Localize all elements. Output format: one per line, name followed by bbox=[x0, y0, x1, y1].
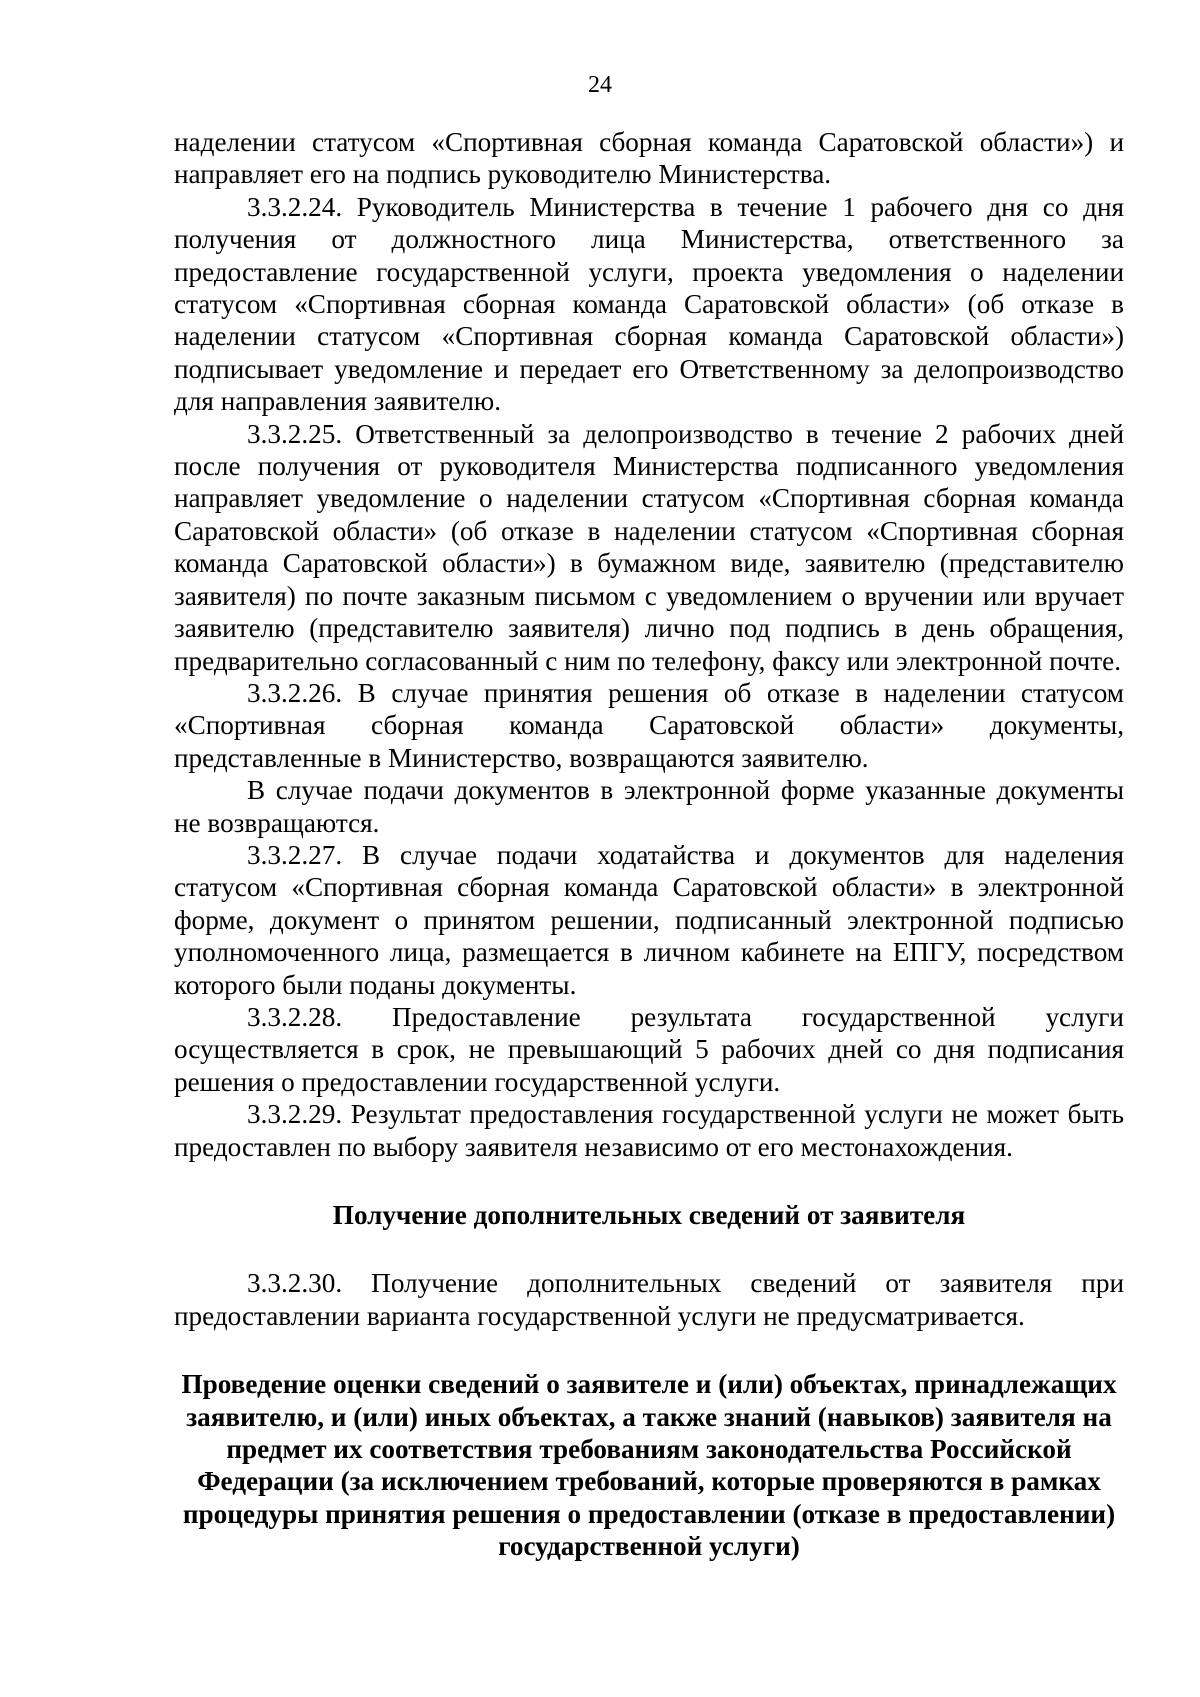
paragraph-3-3-2-30: 3.3.2.30. Получение дополнительных сведений от заявителя при предоставлении варианта государственной услуги не предусматривается. bbox=[174, 1268, 1124, 1331]
paragraph-continuation: наделении статусом «Спортивная сборная команда Саратовской области») и направляет его на подпись руководителю Министерства. bbox=[174, 127, 1124, 190]
section-heading-additional-info: Получение дополнительных сведений от заявителя bbox=[332, 1200, 966, 1230]
page-number: 24 bbox=[588, 72, 612, 98]
section-heading-assessment: Проведение оценки сведений о заявителе и (или) объектах, принадлежащих заявителю, и (или) иных объектах, а также знаний (навыков) заявителя на предмет их соответствия требованиям законодательства Российской Федерации (за исключением требований, которые проверяются в рамках процедуры принятия решения о предоставлении (отказе в предоставлении) государственной услуги) bbox=[181, 1369, 1117, 1562]
paragraph-3-3-2-27: 3.3.2.27. В случае подачи ходатайства и документов для наделения статусом «Спортивная сборная команда Саратовской области» в электронной форме, документ о принятом решении, подписанный электронной подписью уполномоченного лица, размещается в личном кабинете на ЕПГУ, посредством которого были поданы документы. bbox=[174, 839, 1124, 1000]
paragraph-electronic-form: В случае подачи документов в электронной форме указанные документы не возвращаются. bbox=[174, 775, 1124, 838]
paragraph-3-3-2-29: 3.3.2.29. Результат предоставления государственной услуги не может быть предоставлен по выбору заявителя независимо от его местонахождения. bbox=[174, 1099, 1124, 1162]
paragraph-3-3-2-28: 3.3.2.28. Предоставление результата государственной услуги осуществляется в срок, не превышающий 5 рабочих дней со дня подписания решения о предоставлении государственной услуги. bbox=[174, 1001, 1124, 1097]
document-body bbox=[174, 126, 1124, 1563]
paragraph-3-3-2-26: 3.3.2.26. В случае принятия решения об отказе в наделении статусом «Спортивная сборная команда Саратовской области» документы, представленные в Министерство, возвращаются заявителю. bbox=[174, 677, 1124, 773]
paragraph-3-3-2-25: 3.3.2.25. Ответственный за делопроизводство в течение 2 рабочих дней после получения от руководителя Министерства подписанного уведомления направляет уведомление о наделении статусом «Спортивная сборная команда Саратовской области» (об отказе в наделении статусом «Спортивная сборная команда Саратовской области») в бумажном виде, заявителю (представителю заявителя) по почте заказным письмом с уведомлением о вручении или вручает заявителю (представителю заявителя) лично под подпись в день обращения, предварительно согласованный с ним по телефону, факсу или электронной почте. bbox=[174, 418, 1124, 676]
paragraph-3-3-2-24: 3.3.2.24. Руководитель Министерства в течение 1 рабочего дня со дня получения от должностного лица Министерства, ответственного за предоставление государственной услуги, проекта уведомления о наделении статусом «Спортивная сборная команда Саратовской области» (об отказе в наделении статусом «Спортивная сборная команда Саратовской области») подписывает уведомление и передает его Ответственному за делопроизводство для направления заявителю. bbox=[174, 191, 1124, 417]
